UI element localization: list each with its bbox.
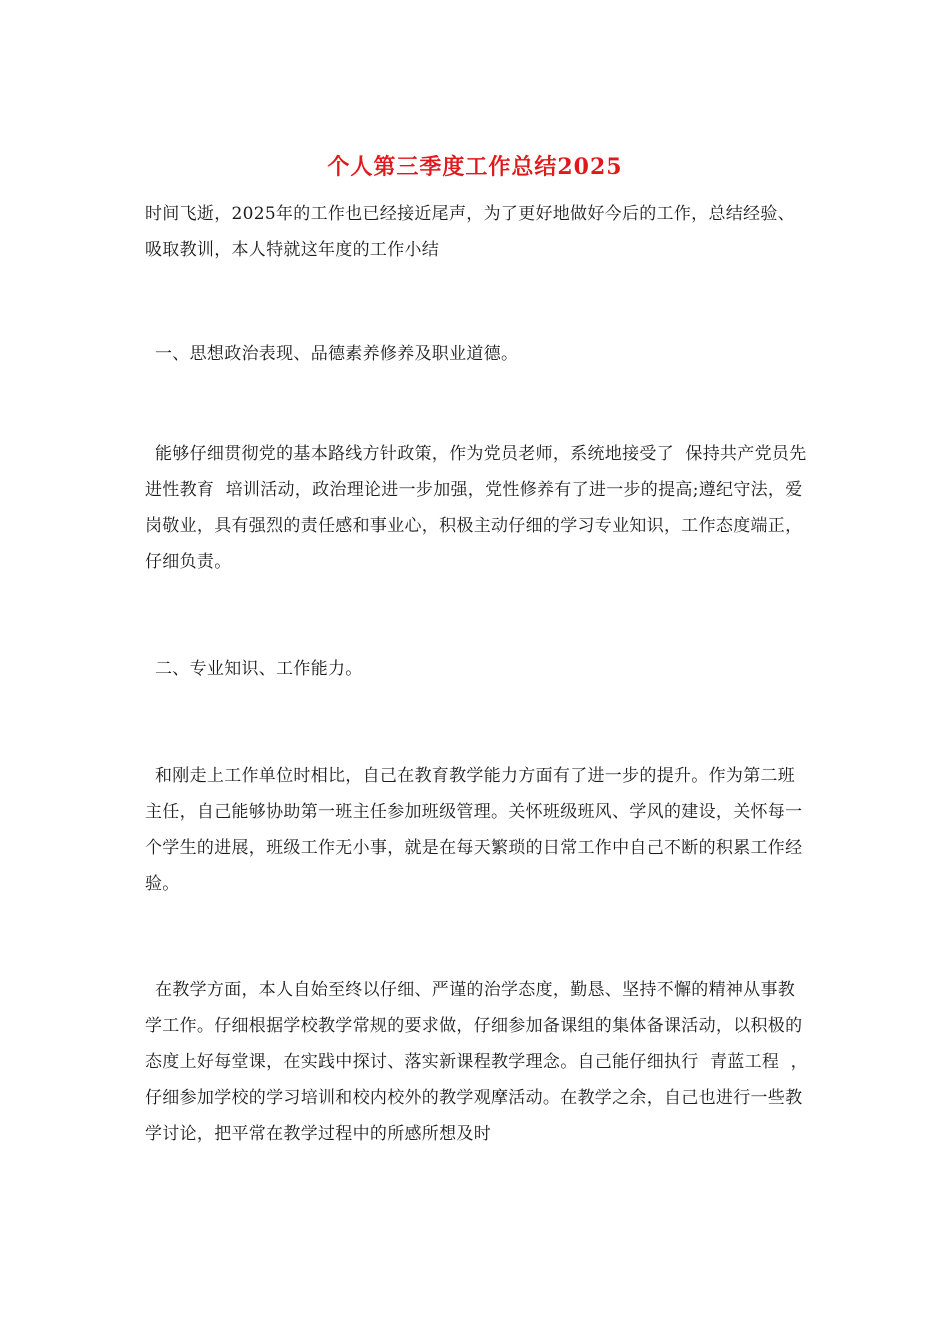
body-paragraph-1: 能够仔细贯彻党的基本路线方针政策，作为党员老师，系统地接受了 保持共产党员先进性教育 培训活动，政治理论进一步加强，党性修养有了进一步的提高;遵纪守法，爱岗敬业，具有强烈的责任感和事业心，积极主动仔细的学习专业知识，工作态度端正，仔细负责。	[145, 444, 807, 572]
intro-paragraph: 时间飞逝，2025年的工作也已经接近尾声，为了更好地做好今后的工作，总结经验、吸取教训，本人特就这年度的工作小结	[145, 204, 795, 260]
section-heading-2: 二、专业知识、工作能力。	[155, 659, 363, 679]
section-heading-1: 一、思想政治表现、品德素养修养及职业道德。	[155, 344, 519, 364]
body-paragraph-3: 在教学方面，本人自始至终以仔细、严谨的治学态度，勤恳、坚持不懈的精神从事教学工作。仔细根据学校教学常规的要求做，仔细参加备课组的集体备课活动，以积极的态度上好每堂课，在实践中探讨、落实新课程教学理念。自己能仔细执行 青蓝工程 ，仔细参加学校的学习培训和校内校外的教学观摩活动。在教学之余，自己也进行一些教学讨论，把平常在教学过程中的所感所想及时	[145, 980, 808, 1144]
document-title: 个人第三季度工作总结2025	[327, 154, 623, 180]
body-paragraph-2: 和刚走上工作单位时相比，自己在教育教学能力方面有了进一步的提升。作为第二班主任，自己能够协助第一班主任参加班级管理。关怀班级班风、学风的建设，关怀每一个学生的进展，班级工作无小事，就是在每天繁琐的日常工作中自己不断的积累工作经验。	[145, 766, 803, 894]
